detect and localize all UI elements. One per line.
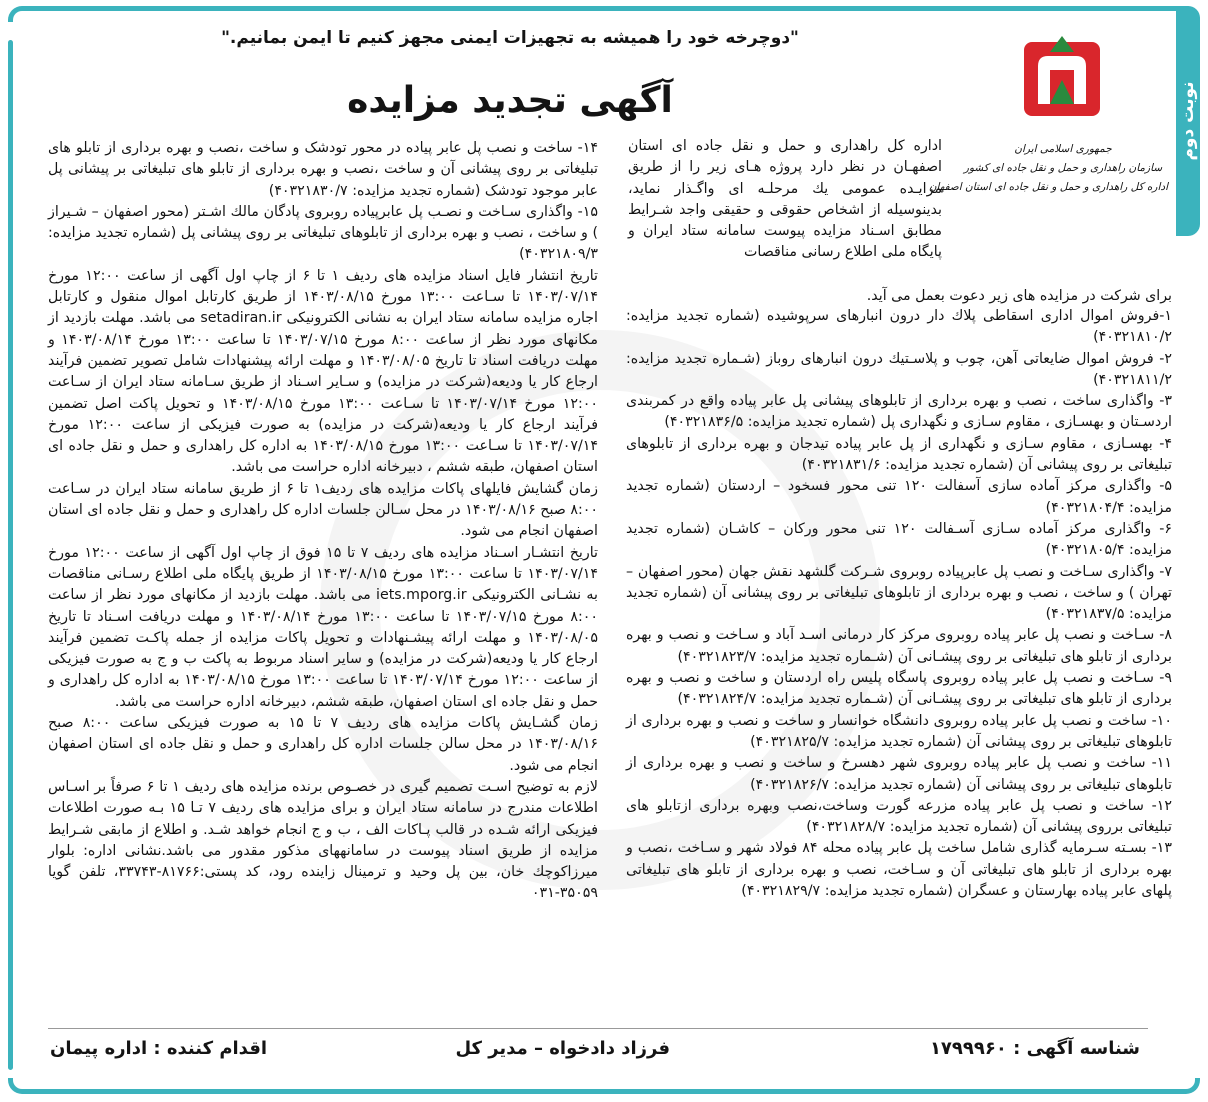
page-title: آگهی تجدید مزایده [347, 80, 673, 121]
auction-item: ۷- واگذاری سـاخت و نصب پل عابرپیاده روبروی شـرکت گلشهد نقش جهان (محور اصفهان – تهران ) و ساخت ، نصب و بهره برداری از تابلوهای تبلیغاتی بر روی پیشانی آن (شماره تجدید مزایده: ۴۰۳۲۱۸۳۷/۵) [626, 563, 1172, 623]
left-column-text [48, 138, 598, 905]
bottom-border [8, 1078, 1200, 1094]
auction-item: ۱۱- ساخت و نصب پل عابر پیاده روبروی شهر دهسرخ و ساخت و نصب و بهره برداری از تابلوهای تبلیغاتی بر روی پیشانی آن (شماره تجدید مزایده: ۴۰۳۲۱۸۲۶/۷) [626, 755, 1172, 793]
auction-item: ۱-فروش اموال اداری اسقاطی پلاك دار درون انبارهای سرپوشیده (شماره تجدید مزایده: ۴۰۳۲۱۸۱۰/۲) [626, 308, 1172, 346]
footer [50, 1038, 1140, 1064]
auction-item: ۸- سـاخت و نصب پل عابر پیاده روبروی مرکز کار درمانی اسـد آباد و سـاخت و نصب و بهره برداری از تابلو های تبلیغاتی بر روی پیشـانی آن (شـماره تجدید مزایده: ۴۰۳۲۱۸۲۳/۷) [626, 627, 1172, 665]
side-tab-label: نوبت دوم [1178, 81, 1198, 161]
auction-item: ۲- فروش اموال ضایعاتی آهن، چوب و پلاسـتیك درون انبارهای روباز (شـماره تجدید مزایده: ۴۰۳۲۱۸۱۱/۲) [626, 350, 1172, 388]
auction-items-list [626, 306, 1172, 902]
intro-text: اداره کل راهداری و حمل و نقل جاده ای استان اصفهـان در نظر دارد پروژه هـای زیر را از طریق مزایـده عمومی یك مرحلـه ای واگـذار نماید، بدینوسیله از اشخاص حقوقی و حقیقی واجد شـرایط مطابق اسـناد مزایده پیوست سامانه ستاد ایران و پایگاه ملی اطلاع رسانی مناقصات [628, 138, 942, 261]
auction-item: ۵- واگذاری مرکز آماده سازی آسفالت ۱۲۰ تنی محور فسخود – اردستان (شماره تجدید مزایده: ۴۰۳۲۱۸۰۴/۴) [626, 478, 1172, 516]
auction-item: ۱۲- ساخت و نصب پل عابر پیاده مزرعه گورت وساخت،نصب وبهره برداری ازتابلو های تبلیغاتی برروی پیشانی آن (شماره تجدید مزایده: ۴۰۳۲۱۸۲۸/۷) [626, 797, 1172, 836]
performer: اقدام کننده : اداره پیمان [50, 1038, 268, 1059]
auction-item: ۱۰- ساخت و نصب پل عابر پیاده روبروی دانشگاه خوانسار و ساخت و نصب و بهره برداری از تابلوهای تبلیغاتی بر روی پیشانی آن (شماره تجدید مزایده: ۴۰۳۲۱۸۲۵/۷) [626, 712, 1172, 750]
footer-divider [48, 1028, 1148, 1029]
paragraph: تاریخ انتشـار اسـناد مزایده های ردیف ۷ تا ۱۵ فوق از چاپ اول آگهی از ساعت ۱۲:۰۰ مورخ ۱۴۰۳/۰۷/۱۴ تا ساعت ۱۳:۰۰ مورخ ۱۴۰۳/۰۸/۱۵ از طریق پایگاه ملی اطلاع رسـانی مناقصات به نشـانی الکترونیکی iets.mporg.ir می باشد. مهلت بازدید از مکانهای مورد نظر از ساعت ۸:۰۰ مورخ ۱۴۰۳/۰۷/۱۵ تا ساعت ۱۳:۰۰ مورخ ۱۴۰۳/۰۸/۱۴ و مهلت دریافت اسـناد تا تاریخ ۱۴۰۳/۰۸/۰۵ و مهلت ارائه پیشـنهادات و تحویل پاکات مزایده از جمله پاکـت تضمین فرآیند ارجاع کار یا ودیعه(شرکت در مزایده) و سایر اسناد مربوط به پاکت ب و ج به صورت فیزیکی از ساعت ۱۲:۰۰ مورخ ۱۴۰۳/۰۷/۱۴ تا ساعت ۱۳:۰۰ مورخ ۱۴۰۳/۰۸/۱۵ به اداره کل راهداری و حمل و نقل جاده ای استان اصفهان، طبقه ششم، دبیرخانه اداره حراست می باشد. [48, 544, 598, 710]
auction-item: ۶- واگذاری مرکز آماده سـازی آسـفالت ۱۲۰ تنی محور ورکان – کاشـان (شماره تجدید مزایده: ۴۰۳۲۱۸۰۵/۴) [626, 520, 1172, 559]
auction-item: ۴- بهسـازی ، مقاوم سـازی و نگهداری از پل عابر پیاده تیدجان و بهره برداری از تابلوهای تبلیغاتی بر روی پیشانی آن (شماره تجدید مزایده: ۴۰۳۲۱۸۳۱/۶) [626, 435, 1172, 474]
paragraph: ۱۵- واگذاری سـاخت و نصـب پل عابرپیاده روبروی پادگان مالك اشـتر (محور اصفهان – شـیراز ) و ساخت ، نصب و بهره برداری از تابلوهای تبلیغاتی بر روی پیشانی پل (شماره تجدید مزایده: ۴۰۳۲۱۸۰۹/۳) [48, 203, 598, 263]
auction-item: ۳- واگذاری ساخت ، نصب و بهره برداری از تابلوهای پیشانی پل عابر پیاده واقع در کمربندی اردسـتان و بهسـازی ، مقاوم سـازی و نگهداری پل (شماره تجدید مزایده: ۴۰۳۲۱۸۳۶/۵) [626, 393, 1172, 431]
director-name: فرزاد دادخواه – مدیر کل [455, 1038, 670, 1059]
auction-item: ۹- سـاخت و نصب پل عابر پیاده روبروی پاسگاه پلیس راه اردستان و ساخت و نصب و بهره برداری از تابلو های تبلیغاتی بر روی پیشـانی آن (شـماره تجدید مزایده: ۴۰۳۲۱۸۲۴/۷) [626, 670, 1172, 708]
side-tab [1176, 6, 1200, 236]
paragraph: تاریخ انتشار فایل اسناد مزایده های ردیف ۱ تا ۶ از چاپ اول آگهی از ساعت ۱۲:۰۰ مورخ ۱۴۰۳/۰۷/۱۴ تا سـاعت ۱۳:۰۰ مورخ ۱۴۰۳/۰۸/۱۵ از طریق کارتابل اموال منقول و کارتابل اجاره مزایده سامانه ستاد ایران به نشانی الکترونیکی setadiran.ir می باشد. مهلت بازدید از مکانهای مورد نظر از ساعت ۸:۰۰ مورخ ۱۴۰۳/۰۷/۱۵ تا ساعت ۱۳:۰۰ مورخ ۱۴۰۳/۰۸/۱۴ و مهلت دریافت اسناد تا تاریخ ۱۴۰۳/۰۸/۰۵ و مهلت ارائه پیشنهادات شامل تصویر تضمین فرآیند ارجاع کار یا ودیعه(شرکت در مزایده) و سـایر اسـناد از طریق سـامانه ستاد ایران از سـاعت ۱۲:۰۰ مورخ ۱۴۰۳/۰۷/۱۴ تا سـاعت ۱۳:۰۰ مورخ ۱۴۰۳/۰۸/۱۵ و تحویل پاکت اصل تضمین فرآیند ارجاع کار یا ودیعه(شرکت در مزایده) به صورت فیزیکی از ساعت ۱۲:۰۰ مورخ ۱۴۰۳/۰۷/۱۴ تا سـاعت ۱۳:۰۰ مورخ ۱۴۰۳/۰۸/۱۵ به اداره کل راهداری و حمل و نقل جاده ای استان اصفهان، طبقه ششم ، دبیرخانه اداره حراست می باشد. [48, 267, 599, 476]
org-line-3: اداره کل راهداری و حمل و نقل جاده ای استان اصفهان [928, 181, 1168, 193]
top-border [8, 6, 1200, 22]
ad-id: شناسه آگهی : ۱۷۹۹۹۶۰ [929, 1038, 1140, 1059]
paragraph: ۱۴- ساخت و نصب پل عابر پیاده در محور تودشک و ساخت ،نصب و بهره برداری از تابلو های تبلیغاتی بر روی پیشانی آن و ساخت ،نصب و بهره برداری از تابلو های تبلیغاتی بر پیشانی پل عابر موجود تودشک (شماره تجدید مزایده: ۴۰۳۲۱۸۳۰/۷) [48, 140, 598, 199]
intro-continuation: برای شرکت در مزایده های زیر دعوت بعمل می آید. [866, 288, 1172, 304]
org-line-2: سازمان راهداری و حمل و نقل جاده ای کشور [963, 162, 1163, 174]
organization-logo-icon [1020, 34, 1104, 120]
paragraph: زمان گشایش فایلهای پاکات مزایده های ردیف۱ تا ۶ از طریق سامانه ستاد ایران در سـاعت ۸:۰۰ صبح ۱۴۰۳/۰۸/۱۶ در محل سـالن جلسات اداره کل راهداری و حمل و نقل جاده ای استان اصفهان انجام می شود. [48, 480, 598, 540]
paragraph: زمان گشـایش پاکات مزایده های ردیف ۷ تا ۱۵ به صورت فیزیکی ساعت ۸:۰۰ صبح ۱۴۰۳/۰۸/۱۶ در محل سالن جلسات اداره کل راهداری و حمل و نقل جاده ای استان اصفهان انجام می شود. [48, 715, 599, 774]
paragraph: لازم به توضیح اسـت تصمیم گیری در خصـوص برنده مزایده های ردیف ۱ تا ۶ صرفاً بر اسـاس اطلاعات مندرج در سامانه ستاد ایران و برای مزایده های ردیف ۷ تـا ۱۵ بـه صورت اطلاعات فیزیکی ارائه شـده در قالب پـاکات الف ، ب و ج انجام خواهد شـد. و اطلاع از مابقی شـرایط مزایده از طریق اسناد پیوست در سامانههای مذکور مقدور می باشد.نشانی اداره: بلوار میرزاکوچك خان، بین پل وحید و ترمینال زاینده رود، کد پستی:۸۱۷۶۶-۳۳۷۴۳، تلفن گویا ۳۵۰۵۹-۰۳۱ [48, 778, 599, 902]
safety-slogan: "دوچرخه خود را همیشه به تجهیزات ایمنی مجهز کنیم تا ایمن بمانیم." [221, 28, 799, 48]
org-line-1: جمهوری اسلامی ایران [1014, 143, 1112, 155]
auction-item: ۱۳- بسـته سـرمایه گذاری شامل ساخت پل عابر پیاده محله ۸۴ فولاد شهر و سـاخت ،نصب و بهره برداری از تابلو های تبلیغاتی آن و سـاخت، نصب و بهره برداری از تابلو های تبلیغاتی پلهای عابر پیاده بهارستان و عسگران (شماره تجدید مزایده: ۴۰۳۲۱۸۲۹/۷) [626, 840, 1172, 900]
organization-name [928, 140, 1168, 197]
left-border [8, 40, 13, 1070]
